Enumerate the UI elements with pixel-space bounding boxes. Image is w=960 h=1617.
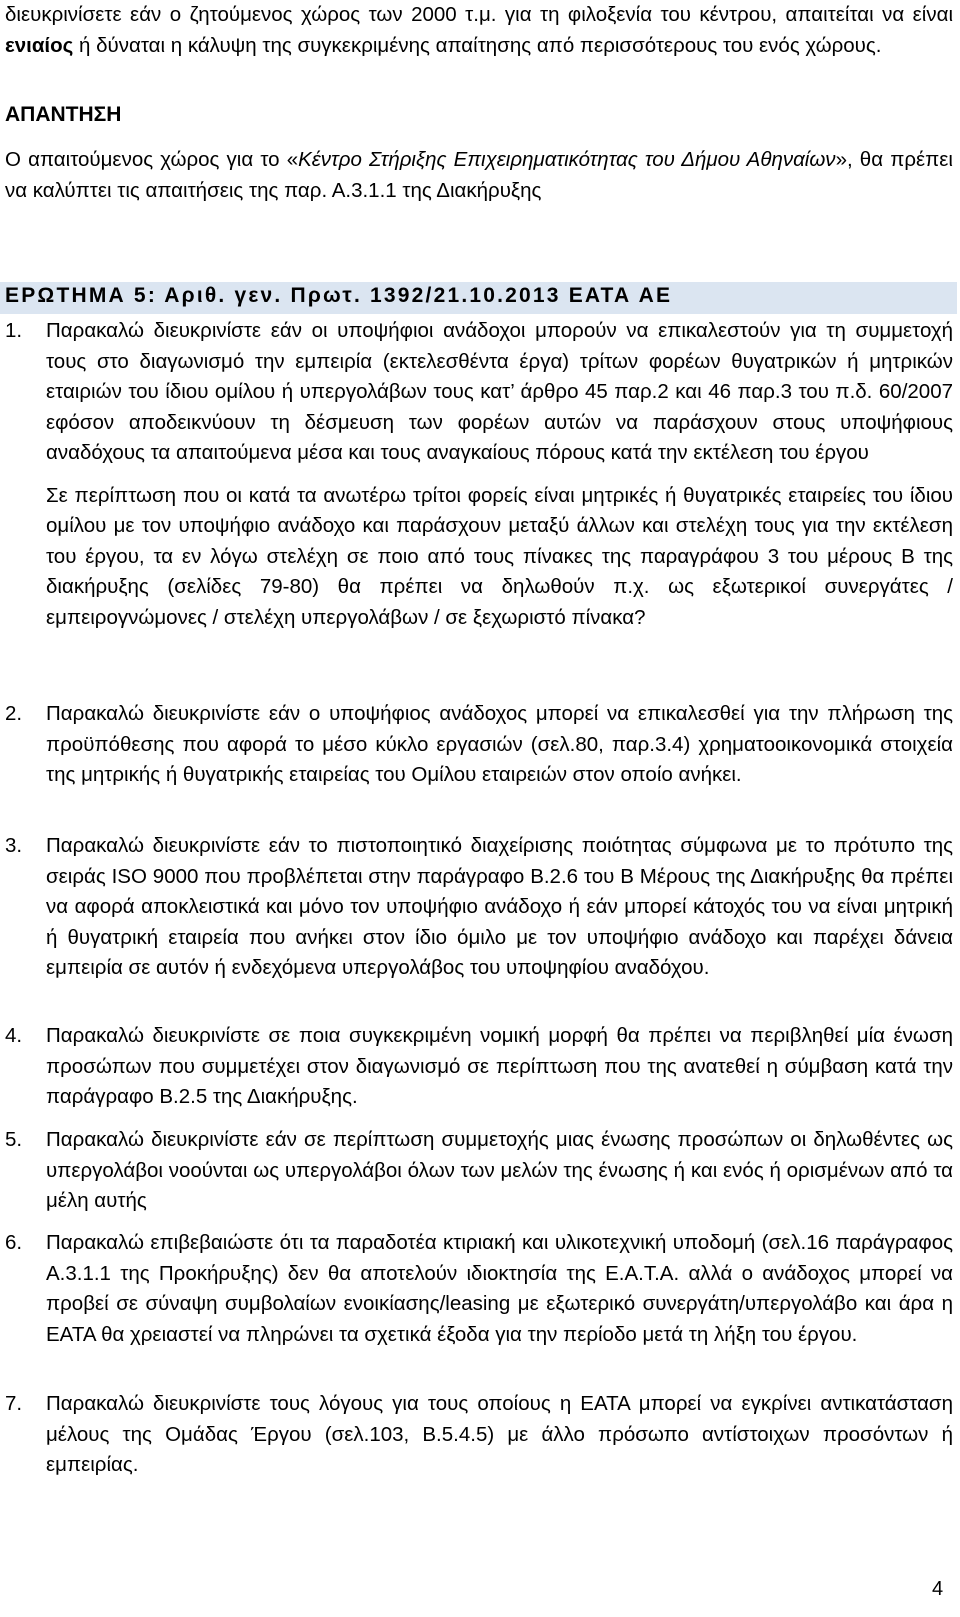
answer-text-b: », θα πρέπει να καλύπτει τις απαιτήσεις της παρ. Α.3.1.1 της Διακήρυξης — [5, 148, 953, 202]
question-item-6 — [5, 1228, 953, 1350]
answer-italic-name: Κέντρο Στήριξης Επιχειρηματικότητας του Δήμου Αθηναίων — [298, 148, 836, 171]
item-text: Παρακαλώ διευκρινίστε εάν το πιστοποιητικό διαχείρισης ποιότητας σύμφωνα με το πρότυπο της σειράς ISO 9000 που προβλέπεται στην παράγραφο Β.2.6 του Β Μέρους της Διακήρυξης θα πρέπει να αφορά αποκλειστικά και μόνο τον υποψήφιο ανάδοχο ή εάν μπορεί κάτοχός του να είναι μητρική ή θυγατρική εταιρεία που ανήκει στον ίδιο όμιλο με τον υποψήφιο ανάδοχο και παρέχει δάνεια εμπειρία σε αυτόν ή ενδεχόμενα υπεργολάβος του υποψηφίου αναδόχου. — [46, 834, 953, 979]
item-number: 5. — [5, 1128, 23, 1151]
intro-text-a: διευκρινίσετε εάν ο ζητούμενος χώρος των 2000 τ.μ. για τη φιλοξενία του κέντρου, απαιτείται να είναι — [5, 3, 953, 26]
answer-heading: ΑΠΑΝΤΗΣΗ — [5, 103, 122, 126]
intro-emphasis: ενιαίος — [5, 33, 74, 57]
item-number: 7. — [5, 1392, 23, 1415]
question-item-1 — [5, 316, 953, 633]
item-text: Παρακαλώ διευκρινίστε εάν ο υποψήφιος ανάδοχος μπορεί να επικαλεσθεί για την πλήρωση της προϋπόθεσης που αφορά το μέσο κύκλο εργασιών (σελ.80, παρ.3.4) χρηματοοικονομικά στοιχεία της μητρικής ή θυγατρικής εταιρείας του Ομίλου εταιρειών στον οποίο ανήκει. — [46, 702, 953, 786]
item-text: Παρακαλώ διευκρινίστε σε ποια συγκεκριμένη νομική μορφή θα πρέπει να περιβληθεί μία ένωση προσώπων που συμμετέχει στον διαγωνισμό σε περίπτωση που της ανατεθεί η σύμβαση κατά την παράγραφο Β.2.5 της Διακήρυξης. — [46, 1024, 953, 1108]
question-banner — [0, 282, 957, 314]
question-item-5 — [5, 1125, 953, 1217]
question-item-7 — [5, 1389, 953, 1481]
item-number: 4. — [5, 1024, 23, 1047]
answer-paragraph — [5, 145, 953, 206]
question-item-3 — [5, 831, 953, 984]
intro-paragraph — [5, 0, 953, 61]
intro-text-b: ή δύναται η κάλυψη της συγκεκριμένης απαίτησης από περισσότερους του ενός χώρους. — [73, 33, 882, 57]
item-number: 2. — [5, 702, 23, 725]
item-number: 3. — [5, 834, 23, 857]
item-number: 6. — [5, 1231, 23, 1254]
item-text: Παρακαλώ διευκρινίστε τους λόγους για τους οποίους η ΕΑΤΑ μπορεί να εγκρίνει αντικατάσταση μέλους της Ομάδας Έργου (σελ.103, Β.5.4.5) με άλλο πρόσωπο αντίστοιχων προσόντων ή εμπειρίας. — [46, 1392, 953, 1476]
item-text: Παρακαλώ επιβεβαιώστε ότι τα παραδοτέα κτιριακή και υλικοτεχνική υποδομή (σελ.16 παράγραφος Α.3.1.1 της Προκήρυξης) δεν θα αποτελούν ιδιοκτησία της Ε.Α.Τ.Α. αλλά ο ανάδοχος μπορεί να προβεί σε σύναψη συμβολαίων ενοικίασης/leasing με εξωτερικό συνεργάτη/υπεργολάβο και άρα η ΕΑΤΑ θα χρειαστεί να πληρώνει τα σχετικά έξοδα για την περίοδο μετά τη λήξη του έργου. — [46, 1231, 953, 1346]
answer-text-a: Ο απαιτούμενος χώρος για το « — [5, 148, 299, 171]
item-subparagraph: Σε περίπτωση που οι κατά τα ανωτέρω τρίτοι φορείς είναι μητρικές ή θυγατρικές εταιρείες του ίδιου ομίλου με τον υποψήφιο ανάδοχο και παράσχουν μεταξύ άλλων και στελέχη τους για την εκτέλεση του έργου, τα εν λόγω στελέχη σε ποιο από τους πίνακες της παραγράφου 3 του μέρους Β της διακήρυξης (σελίδες 79-80) θα πρέπει να δηλωθούν π.χ. ως εξωτερικοί συνεργάτες / εμπειρογνώμονες / στελέχη υπεργολάβων / σε ξεχωριστό πίνακα? — [46, 483, 953, 629]
page-number: 4 — [932, 1578, 944, 1600]
item-text: Παρακαλώ διευκρινίστε εάν οι υποψήφιοι ανάδοχοι μπορούν να επικαλεστούν για τη συμμετοχή τους στο διαγωνισμό την εμπειρία (εκτελεσθέντα έργα) τρίτων φορέων θυγατρικών ή μητρικών εταιριών του ίδιου ομίλου ή υπεργολάβων τους κατ’ άρθρο 45 παρ.2 και 46 παρ.3 του π.δ. 60/2007 εφόσον αποδεικνύουν τη δέσμευση των φορέων αυτών να παράσχουν στους υποψήφιους αναδόχους τα απαιτούμενα μέσα και τους αναγκαίους πόρους κατά την εκτέλεση του έργου — [46, 319, 953, 464]
item-number: 1. — [5, 319, 23, 342]
question-banner-title: ΕΡΩΤΗΜΑ 5: Αριθ. γεν. Πρωτ. 1392/21.10.2013 ΕΑΤΑ ΑΕ — [5, 284, 673, 307]
item-text: Παρακαλώ διευκρινίστε εάν σε περίπτωση συμμετοχής μιας ένωσης προσώπων οι δηλωθέντες ως υπεργολάβοι νοούνται ως υπεργολάβοι όλων των μελών της ένωσης ή και ενός ή ορισμένων από τα μέλη αυτής — [46, 1128, 953, 1212]
question-item-2 — [5, 699, 953, 791]
question-item-4 — [5, 1021, 953, 1113]
